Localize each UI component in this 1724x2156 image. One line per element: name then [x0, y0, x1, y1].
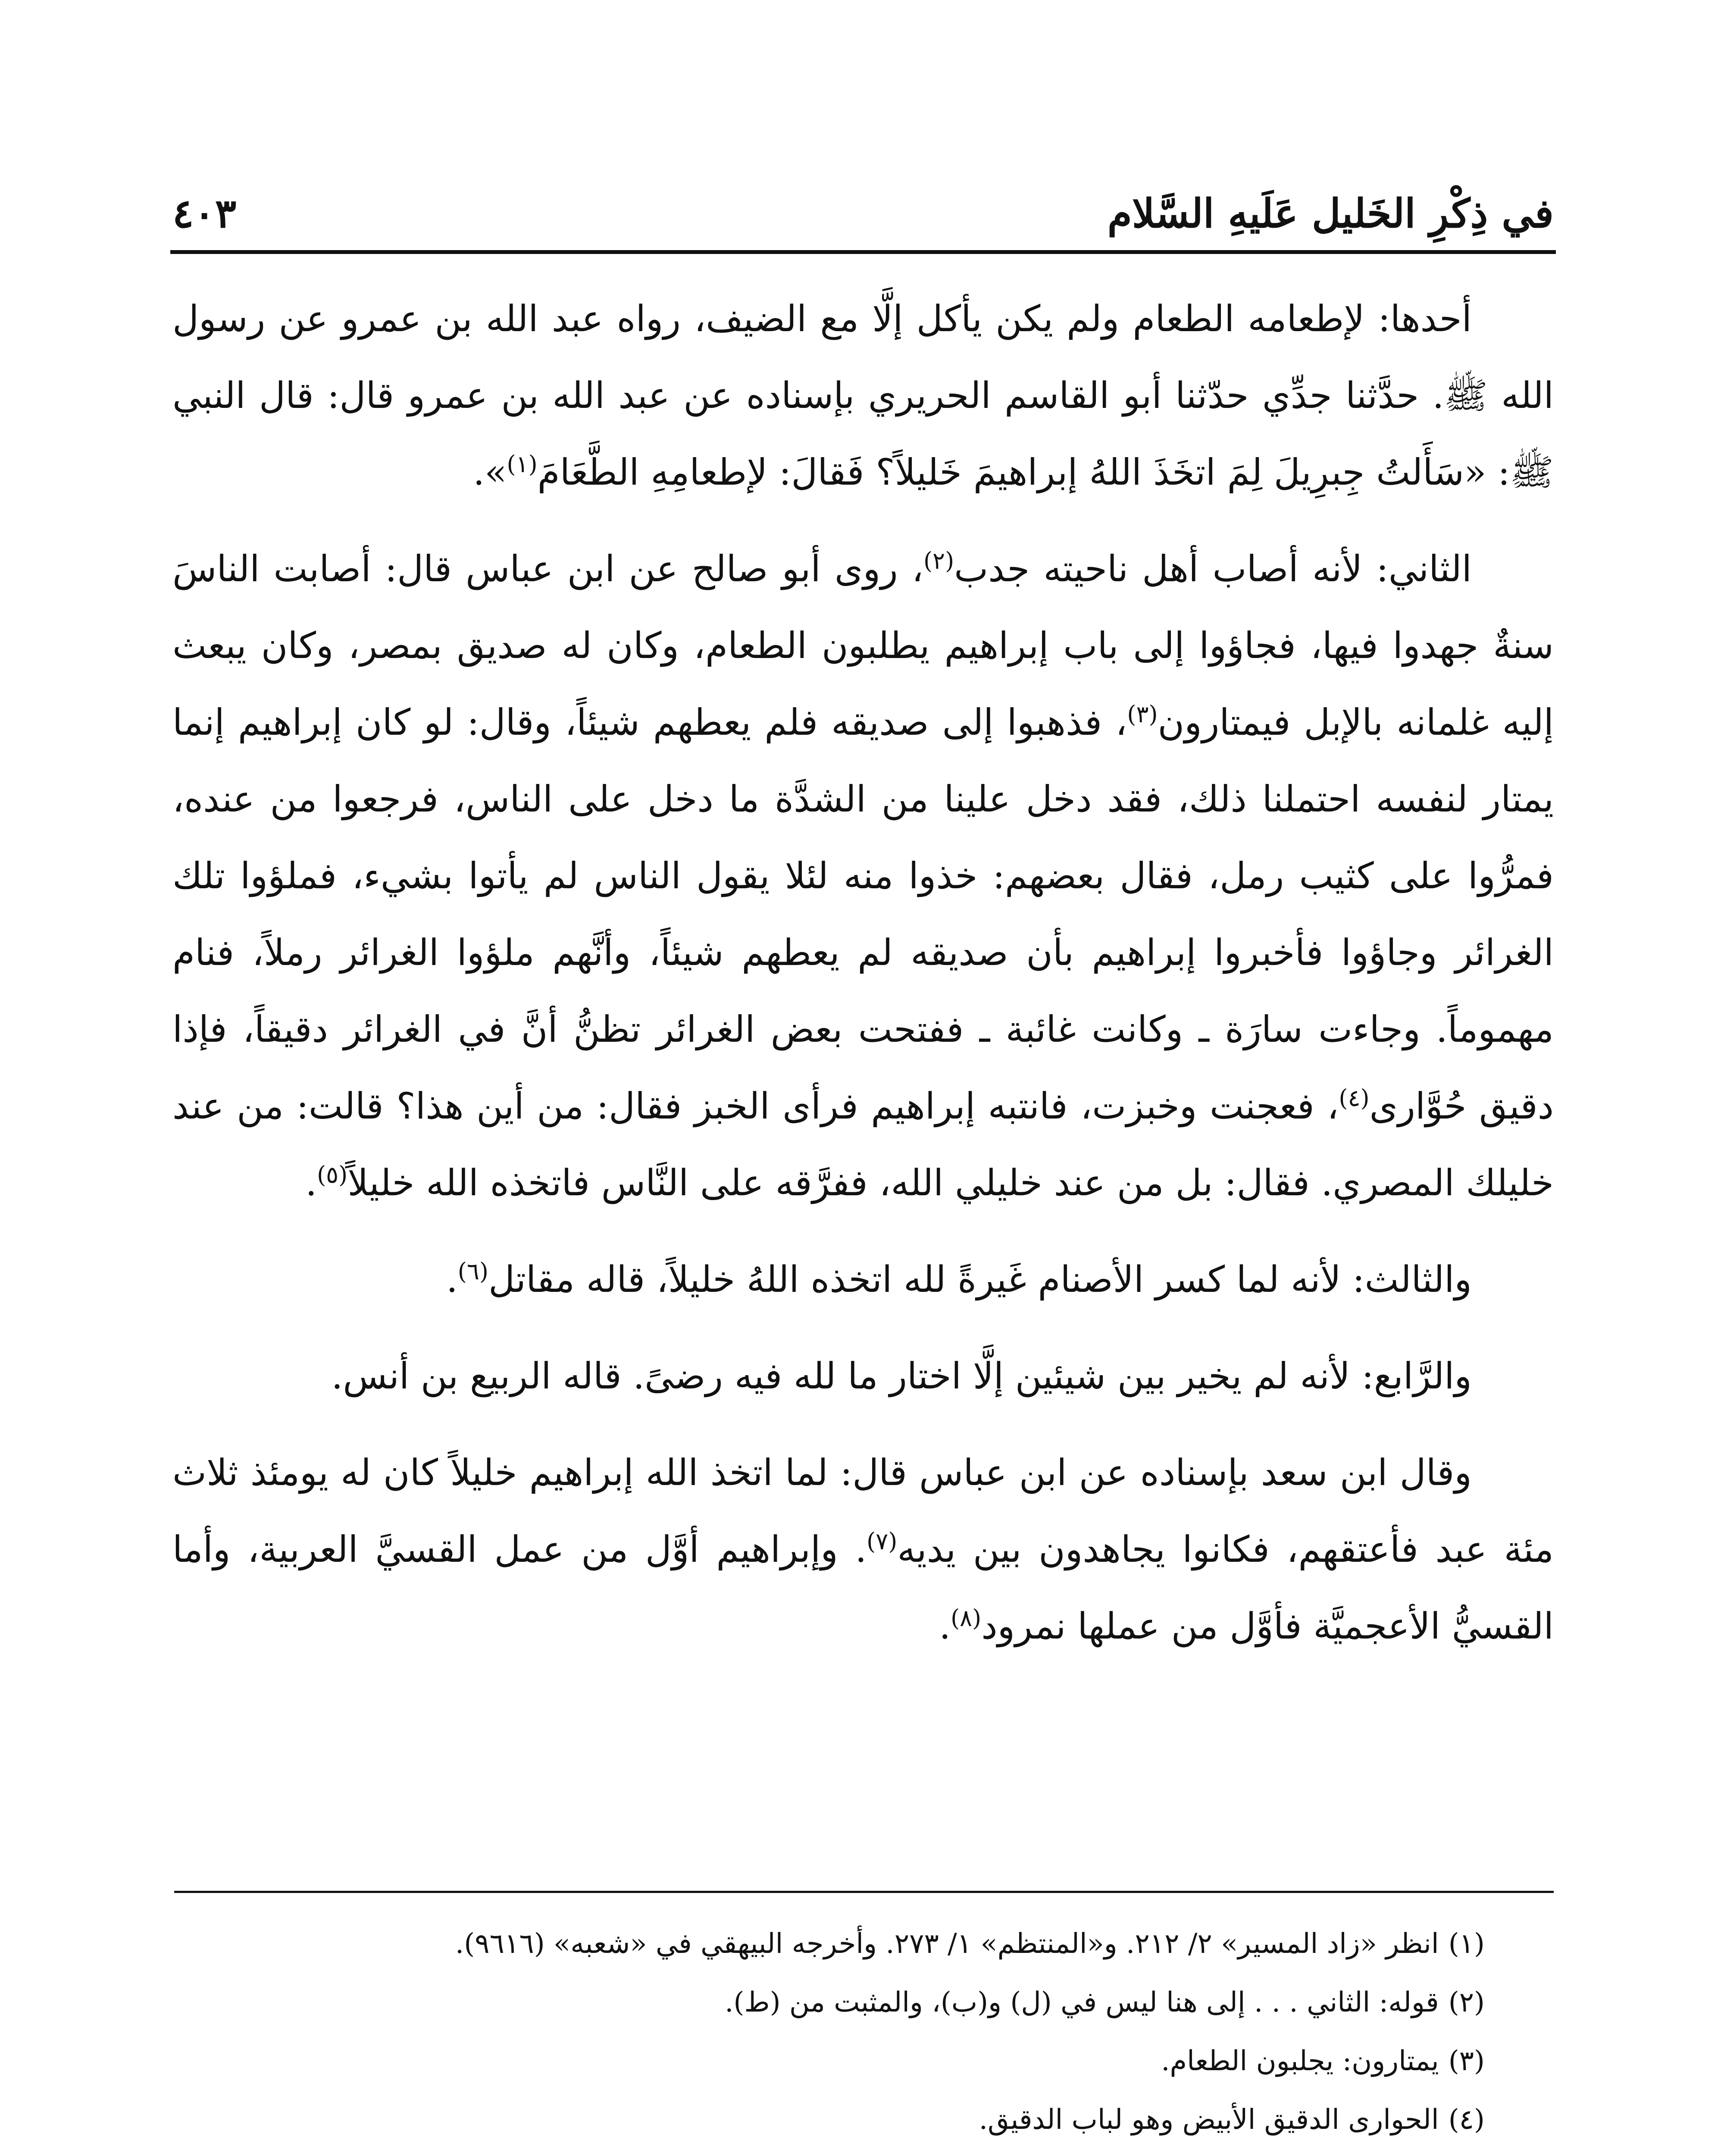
paragraph-ibn-saad: وقال ابن سعد بإسناده عن ابن عباس قال: لما اتخذ الله إبراهيم خليلاً كان له يومئذ ثلاث مئة عبد فأعتقهم، فكانوا يجاهدون بين يديه$^{(٧)}$. وإبراهيم أوَّل من عمل القسيَّ العربية، وأما القسيُّ الأعجميَّة فأوَّل من عملها نمرود$^{(٨)}$. [172, 1451, 1554, 1647]
footnote-separator [174, 1891, 1554, 1893]
running-header [172, 172, 1554, 237]
footnote-ref-4[interactable]: (٤) [1339, 1084, 1370, 1112]
running-title: في ذِكْرِ الخَليل عَلَيهِ السَّلام [1107, 190, 1554, 237]
footnote-2: (٢)قوله: الثاني . . . إلى هنا ليس في (ل) و(ب)، والمثبت من (ط). [725, 1987, 1485, 2018]
footnote-4: (٤)الحوارى الدقيق الأبيض وهو لباب الدقيق. [979, 2104, 1485, 2136]
footnote-ref-5[interactable]: (٥) [317, 1161, 348, 1188]
footnote-ref-6[interactable]: (٦) [457, 1258, 488, 1285]
paragraph-second-reason: الثاني: لأنه أصاب أهل ناحيته جدب$^{(٢)}$، روى أبو صالح عن ابن عباس قال: أصابت الناسَ سنةٌ جهدوا فيها، فجاؤوا إلى باب إبراهيم يطلبون الطعام، وكان له صديق بمصر، وكان يبعث إليه غلمانه بالإبل فيمتارون$^{(٣)}$، فذهبوا إلى صديقه فلم يعطهم شيئاً، وقال: لو كان إبراهيم إنما يمتار لنفسه احتملنا ذلك، فقد دخل علينا من الشدَّة ما دخل على الناس، فرجعوا من عنده، فمرُّوا على كثيب رمل، فقال بعضهم: خذوا منه لئلا يقول الناس لم يأتوا بشيء، فملؤوا تلك الغرائر وجاؤوا فأخبروا إبراهيم بأن صديقه لم يعطهم شيئاً، وأنَّهم ملؤوا الغرائر رملاً، فنام مهموماً. وجاءت سارَة ـ وكانت غائبة ـ ففتحت بعض الغرائر تظنُّ أنَّ في الغرائر دقيقاً، فإذا دقيق حُوَّارى$^{(٤)}$، فعجنت وخبزت، فانتبه إبراهيم فرأى الخبز فقال: من أين هذا؟ قالت: من عند خليلك المصري. فقال: بل من عند خليلي الله، ففرَّقه على النَّاس فاتخذه الله خليلاً$^{(٥)}$. [172, 547, 1554, 1204]
footnote-ref-1[interactable]: (١) [507, 451, 538, 478]
main-text [172, 280, 1554, 1684]
footnote-1: (١)انظر «زاد المسير» ٢/ ٢١٢. و«المنتظم» ١/ ٢٧٣. وأخرجه البيهقي في «شعبه» (٩٦١٦). [455, 1928, 1485, 1960]
footnote-3: (٣)يمتارون: يجلبون الطعام. [1161, 2045, 1485, 2077]
footnote-ref-2[interactable]: (٢) [923, 547, 954, 574]
footnote-ref-3[interactable]: (٣) [1127, 701, 1158, 728]
footnote-ref-7[interactable]: (٧) [867, 1528, 898, 1555]
header-rule [170, 250, 1556, 254]
footnotes [172, 1915, 1554, 2156]
page-number: ٤٠٣ [172, 190, 237, 237]
paragraph-third-reason: والثالث: لأنه لما كسر الأصنام غَيرةً لله اتخذه اللهُ خليلاً، قاله مقاتل$^{(٦)}$. [446, 1258, 1472, 1300]
paragraph-fourth-reason: والرَّابع: لأنه لم يخير بين شيئين إلَّا اختار ما لله فيه رضىً. قاله الربيع بن أنس. [331, 1355, 1472, 1397]
paragraph-first-reason: أحدها: لإطعامه الطعام ولم يكن يأكل إلَّا مع الضيف، رواه عبد الله بن عمرو عن رسول الله ﷺ. حدَّثنا جدِّي حدّثنا أبو القاسم الحريري بإسناده عن عبد الله بن عمرو قال: قال النبي ﷺ: «سَأَلتُ جِبرِيلَ لِمَ اتخَذَ اللهُ إبراهيمَ خَليلاً؟ فَقالَ: لإطعامِهِ الطَّعَامَ$^{(١)}$». [172, 298, 1554, 493]
footnote-5 [172, 2149, 1554, 2156]
footnote-ref-8[interactable]: (٨) [951, 1604, 982, 1632]
